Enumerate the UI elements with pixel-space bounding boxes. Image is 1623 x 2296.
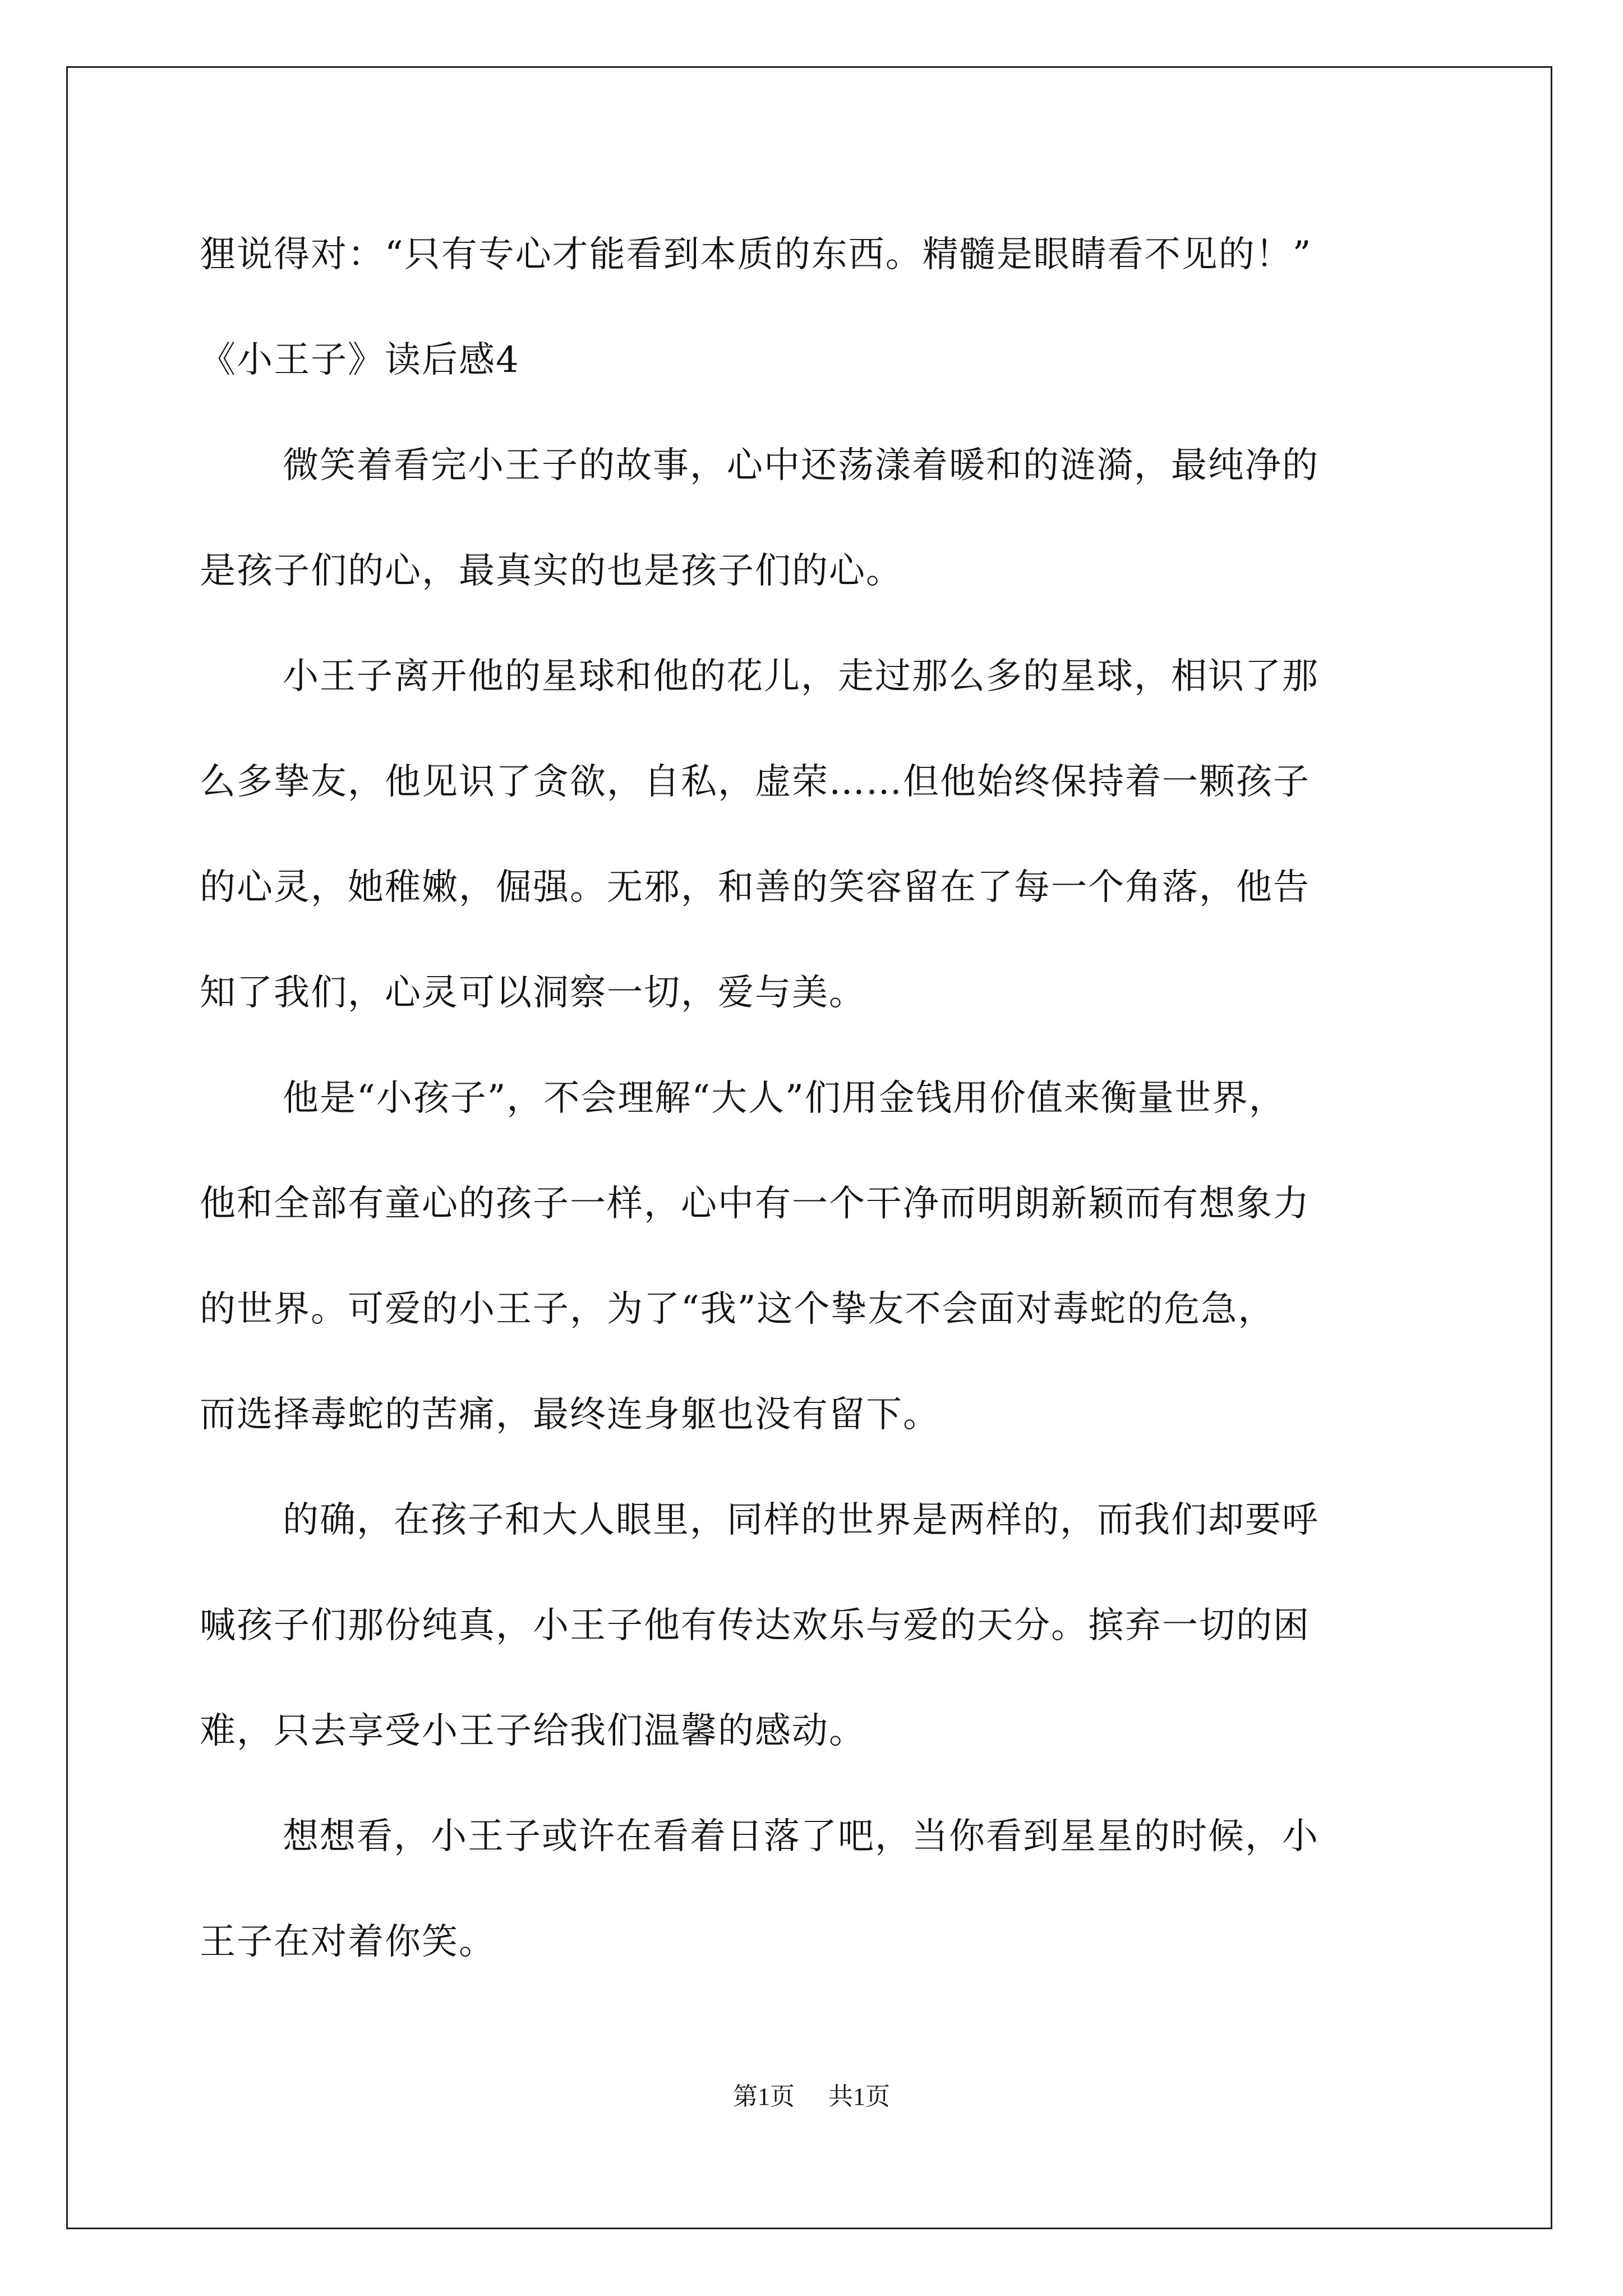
text-line: 王子在对着你笑。	[200, 1921, 496, 1963]
text-line: 而选择毒蛇的苦痛，最终连身躯也没有留下。	[200, 1394, 940, 1435]
text-line: 么多挚友，他见识了贪欲，自私，虚荣……但他始终保持着一颗孩子	[200, 761, 1310, 803]
page-number: 第1页	[733, 2083, 795, 2110]
text-line: 的世界。可爱的小王子，为了“我”这个挚友不会面对毒蛇的危急，	[200, 1289, 1275, 1330]
text-line: 他和全部有童心的孩子一样，心中有一个干净而明朗新颖而有想象力	[200, 1183, 1310, 1225]
paragraph-start-line: 想想看，小王子或许在看着日落了吧，当你看到星星的时候，小	[283, 1816, 1319, 1857]
paragraph-start-line: 他是“小孩子”，不会理解“大人”们用金钱用价值来衡量世界，	[283, 1078, 1286, 1119]
page-footer	[0, 2080, 1623, 2114]
text-line: 难，只去享受小王子给我们温馨的感动。	[200, 1710, 866, 1752]
paragraph-start-line: 微笑着看完小王子的故事，心中还荡漾着暖和的涟漪，最纯净的	[283, 445, 1319, 486]
document-body	[200, 202, 1450, 1995]
text-line: 喊孩子们那份纯真，小王子他有传达欢乐与爱的天分。摈弃一切的困	[200, 1605, 1310, 1646]
text-line: 的心灵，她稚嫩，倔强。无邪，和善的笑容留在了每一个角落，他告	[200, 867, 1310, 908]
text-line: 是孩子们的心，最真实的也是孩子们的心。	[200, 550, 903, 592]
text-line: 知了我们，心灵可以洞察一切，爱与美。	[200, 972, 866, 1014]
paragraph-start-line: 小王子离开他的星球和他的花儿，走过那么多的星球，相识了那	[283, 656, 1319, 697]
paragraph-start-line: 的确，在孩子和大人眼里，同样的世界是两样的，而我们却要呼	[283, 1499, 1319, 1541]
text-line: 狸说得对：“只有专心才能看到本质的东西。精髓是眼睛看不见的！”	[200, 234, 1312, 275]
section-title: 《小王子》读后感4	[200, 339, 520, 381]
page-total: 共1页	[828, 2083, 890, 2110]
